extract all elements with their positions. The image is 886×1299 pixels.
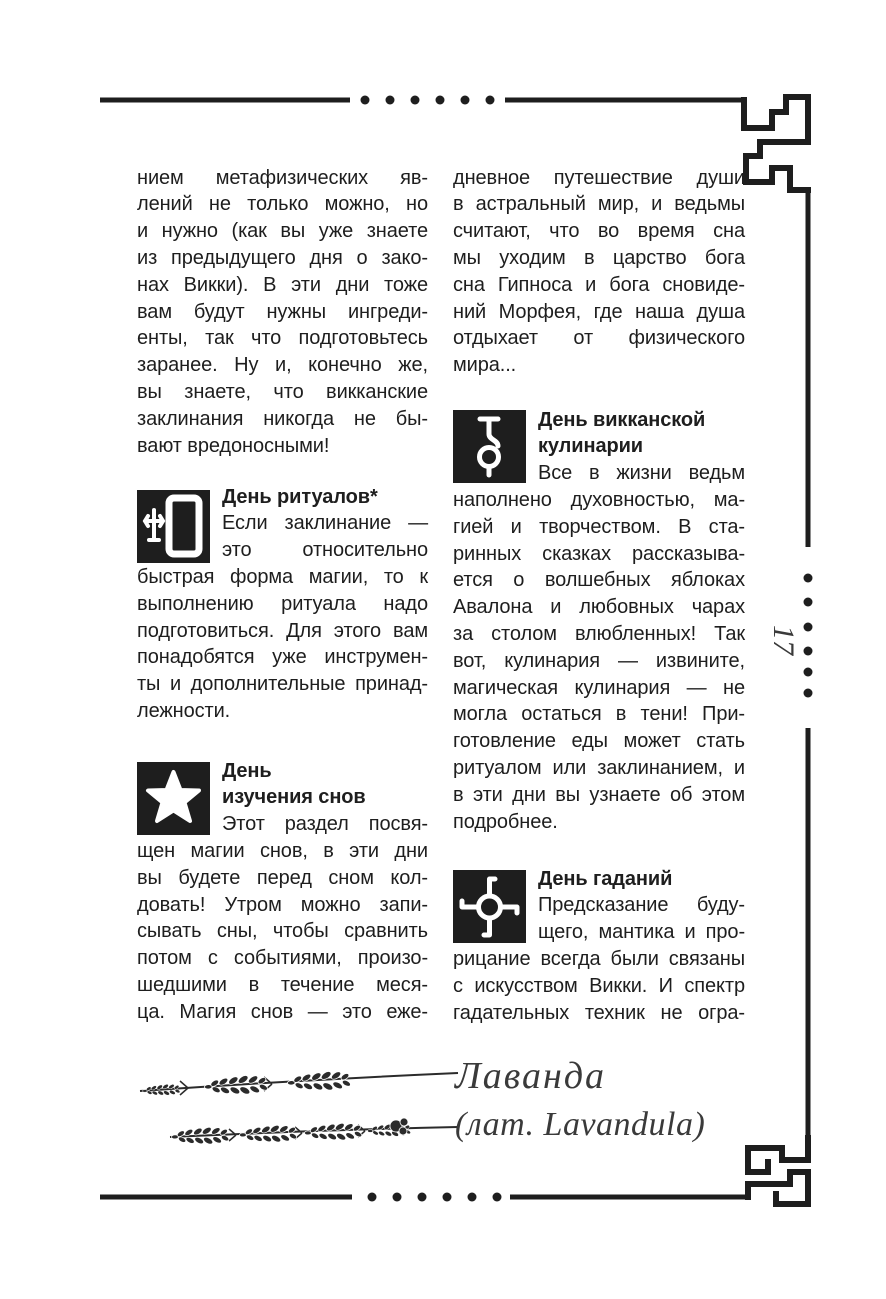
text-line: Авалона и любовных чарах: [453, 596, 745, 619]
lavender-sprig-icon: [140, 1069, 458, 1147]
text-line: подробнее.: [453, 810, 558, 833]
text-line: отдыхает от физического: [453, 327, 745, 350]
text-line: енты, так что подготовьтесь: [137, 327, 428, 350]
text-line: магическая кулинария — не: [453, 676, 745, 699]
text-line: мы уходим в царство бога: [453, 246, 745, 269]
text-line: наполнено духовностью, ма-: [453, 488, 745, 511]
text-line: Все в жизни ведьм: [538, 462, 745, 485]
text-line: гией и творчеством. В ста-: [453, 515, 745, 538]
divination-section: [453, 866, 745, 1027]
text-line: нах Викки). В эти дни тоже: [137, 273, 428, 296]
text-line: сна Гипноса и бога сновиде-: [453, 273, 745, 296]
text-line: лежности.: [137, 699, 231, 722]
text-line: вают вредоносными!: [137, 434, 330, 457]
text-line: Если заклинание —: [222, 512, 428, 535]
text-line: вы будете перед сном кол-: [137, 866, 428, 889]
lavender-sprig-lower: [170, 1118, 458, 1147]
text-line: в эти дни вы узнаете об этом: [453, 783, 745, 806]
page-number: 17: [767, 625, 800, 655]
text-line: понадобятся уже инструмен-: [137, 646, 428, 669]
cooking-section: [453, 407, 745, 836]
illustration-caption-name: Лаванда: [455, 1055, 607, 1097]
section-title: День ритуалов*: [222, 485, 378, 508]
bottom-right-meander-ornament: [748, 1138, 808, 1204]
text-line: за столом влюбленных! Так: [453, 622, 745, 645]
text-line: ется о волшебных яблоках: [453, 569, 745, 592]
section-title: День викканской: [538, 408, 706, 431]
text-line: из предыдущего дня о зако-: [137, 246, 428, 269]
text-line: заклинания никогда не бы-: [137, 407, 428, 430]
text-line: потом с событиями, произо-: [137, 947, 428, 970]
star-icon: [137, 762, 210, 835]
text-line: рицание всегда были связаны: [453, 947, 745, 970]
text-line: дневное путешествие души: [453, 166, 745, 189]
right-column-intro: [453, 165, 745, 379]
text-line: щен магии снов, в эти дни: [137, 839, 428, 862]
text-line: ритуалом или заклинанием, и: [453, 756, 745, 779]
dreams-section: [137, 758, 428, 1026]
text-line: это относительно: [222, 539, 428, 562]
text-line: сывать сны, чтобы сравнить: [137, 920, 428, 943]
ring-cross-sigil-icon: [453, 870, 526, 943]
text-line: быстрая форма магии, то к: [137, 565, 428, 588]
text-line: довать! Утром можно запи-: [137, 893, 428, 916]
text-line: и нужно (как вы уже знаете: [137, 220, 428, 243]
text-line: ца. Магия снов — это еже-: [137, 1000, 428, 1023]
text-line: ний Морфея, где наша душа: [453, 300, 745, 323]
text-line: нием метафизических яв-: [137, 166, 428, 189]
lavender-sprig-upper: [140, 1069, 458, 1098]
text-line: готовление еды может стать: [453, 730, 745, 753]
section-title: кулинарии: [538, 435, 643, 458]
illustration-caption-latin: (лат. Lavandula): [455, 1106, 706, 1143]
top-right-meander-ornament: [744, 97, 808, 190]
text-line: в астральный мир, и ведьмы: [453, 193, 745, 216]
text-line: выполнению ритуала надо: [137, 592, 428, 615]
text-line: подготовиться. Для этого вам: [137, 619, 428, 642]
text-line: ты и дополнительные принад-: [137, 673, 428, 696]
section-title: изучения снов: [222, 786, 366, 809]
text-line: щего, мантика и про-: [538, 921, 745, 944]
text-line: вот, кулинария — извините,: [453, 649, 745, 672]
alchemical-sigil-icon: [453, 410, 526, 483]
text-line: ринных сказках рассказыва-: [453, 542, 745, 565]
text-line: вам будут нужны ингреди-: [137, 300, 428, 323]
section-title: День: [222, 759, 272, 782]
bottom-ornament-dots: [368, 1193, 502, 1202]
side-ornament-dots: [804, 574, 813, 698]
text-line: шедшими в течение меся-: [137, 973, 428, 996]
text-line: мира...: [453, 354, 517, 377]
text-line: лений не только можно, но: [137, 193, 428, 216]
text-line: вы знаете, что викканские: [137, 380, 428, 403]
text-line: считают, что во время сна: [453, 220, 745, 243]
text-line: заранее. Ну и, конечно же,: [137, 354, 428, 377]
text-line: с искусством Викки. И спектр: [453, 974, 745, 997]
text-line: гадательных техник не огра-: [453, 1001, 745, 1024]
top-ornament-dots: [361, 96, 495, 105]
left-column-intro: [137, 165, 428, 460]
ritual-section: [137, 484, 428, 725]
text-line: могла остаться в тени! При-: [453, 703, 745, 726]
text-line: Этот раздел посвя-: [222, 813, 428, 836]
ritual-sigil-icon: [137, 490, 210, 563]
section-title: День гаданий: [538, 867, 673, 890]
text-line: Предсказание буду-: [538, 894, 745, 917]
